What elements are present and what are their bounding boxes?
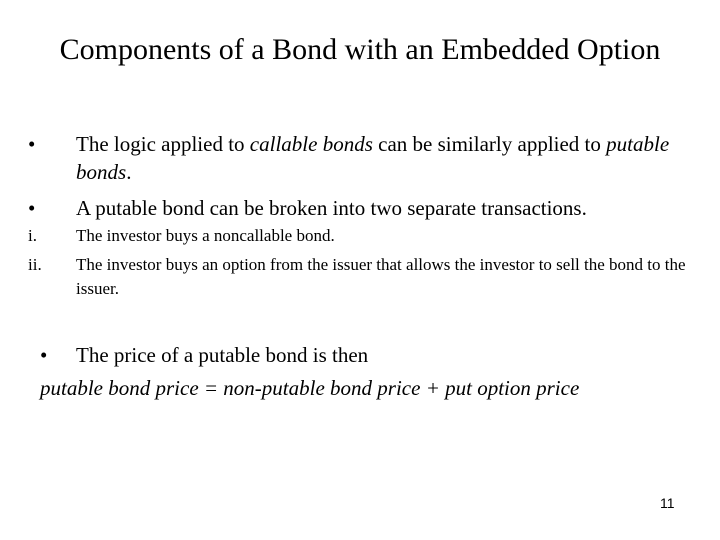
sub-item-text: The investor buys a noncallable bond. bbox=[76, 226, 335, 245]
text-fragment: can be similarly applied to bbox=[372, 132, 607, 156]
sub-item-text: The investor buys an option from the issuer that allows the investor to sell the bond to the issuer. bbox=[76, 255, 686, 298]
sub-item-marker: ii. bbox=[28, 255, 42, 274]
text-fragment: . bbox=[126, 160, 132, 184]
bullet-two-transactions bbox=[28, 194, 688, 222]
italic-term-callable: callable bonds bbox=[249, 132, 373, 156]
slide-title: Components of a Bond with an Embedded Option bbox=[59, 33, 661, 66]
price-formula: putable bond price = non-putable bond price + put option price bbox=[40, 376, 580, 400]
italic-term-putable: putable bonds bbox=[76, 132, 670, 184]
bullet-marker: • bbox=[28, 132, 36, 156]
bullet-marker: • bbox=[40, 343, 48, 367]
text-fragment: The logic applied to bbox=[76, 132, 250, 156]
bullet-callable-logic bbox=[28, 130, 688, 186]
sub-item-i bbox=[28, 224, 688, 248]
bullet-text: The price of a putable bond is then bbox=[76, 343, 369, 367]
page-number: 11 bbox=[660, 495, 675, 511]
sub-item-ii bbox=[28, 253, 688, 301]
bullet-marker: • bbox=[28, 196, 36, 220]
bullet-text bbox=[76, 130, 688, 186]
sub-item-marker: i. bbox=[28, 226, 37, 245]
bullet-text: A putable bond can be broken into two separate transactions. bbox=[76, 196, 587, 220]
bullet-price bbox=[40, 341, 700, 369]
